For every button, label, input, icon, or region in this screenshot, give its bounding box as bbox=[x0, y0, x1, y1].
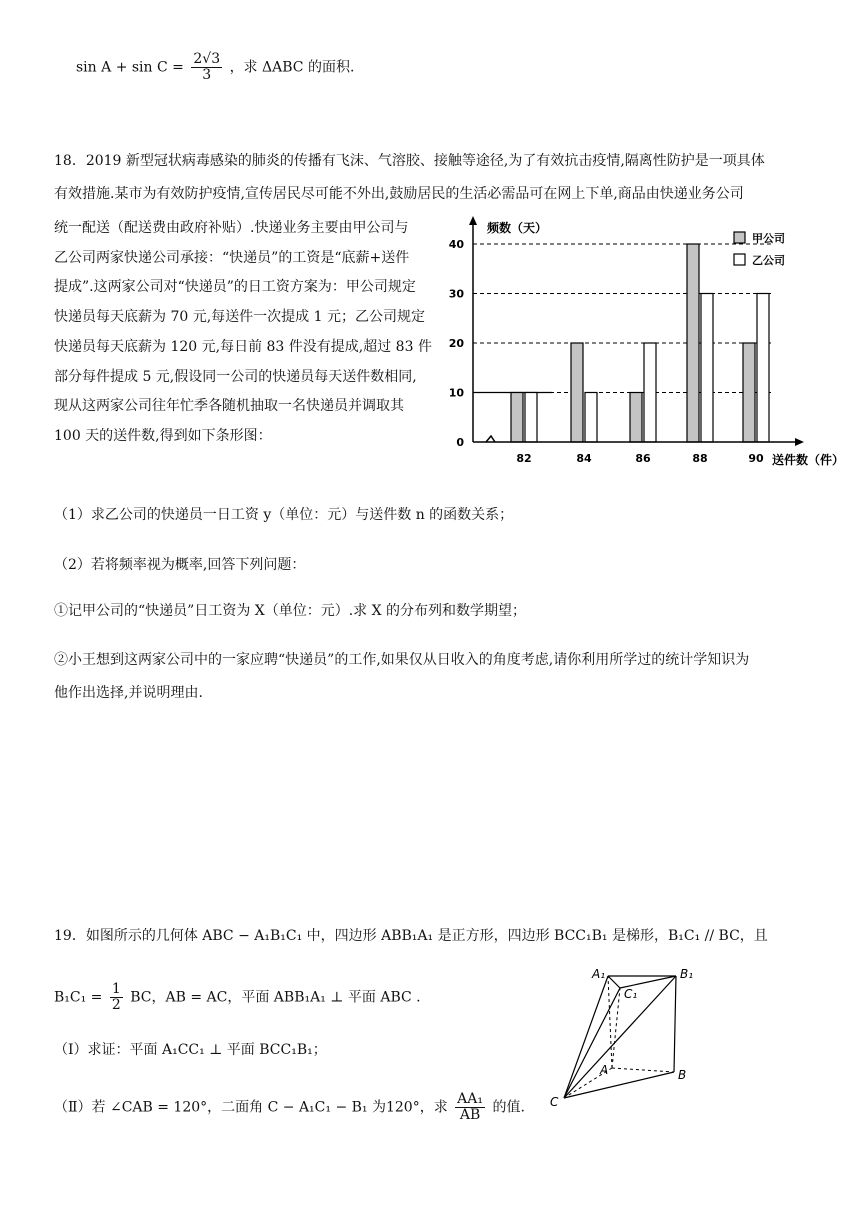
q18-left-line: 乙公司两家快递公司承接：“快递员”的工资是“底薪+送件 bbox=[54, 249, 410, 266]
x-tick-label: 88 bbox=[692, 452, 708, 465]
q19-half-den: 2 bbox=[111, 997, 121, 1013]
chart-tick-labels bbox=[449, 238, 764, 465]
edge-a-a1 bbox=[608, 976, 612, 1068]
label-a: A bbox=[600, 1063, 609, 1077]
q19-half-num: 1 bbox=[111, 981, 121, 997]
y-tick-label: 40 bbox=[448, 238, 464, 251]
q18-left-column bbox=[54, 214, 438, 452]
edge-c-b1 bbox=[564, 976, 676, 1098]
q18-left-line: 现从这两家公司往年忙季各随机抽取一名快递员并调取其 bbox=[54, 398, 404, 415]
y-tick-label: 30 bbox=[448, 287, 464, 301]
chart-gridlines bbox=[473, 244, 772, 393]
bar bbox=[701, 294, 713, 443]
q18-left-line: 提成”.这两家公司对“快递员”的日工资方案为：甲公司规定 bbox=[54, 279, 416, 296]
q17-formula-lhs: sin A + sin C = bbox=[76, 59, 184, 76]
q18-left-line: 快递员每天底薪为 70 元,每送件一次提成 1 元；乙公司规定 bbox=[54, 309, 425, 326]
y-tick-label: 0 bbox=[456, 436, 464, 449]
legend-swatch bbox=[734, 254, 745, 265]
chart-bars bbox=[511, 244, 769, 442]
y-axis-arrow bbox=[469, 216, 477, 225]
q18-left-line: 快递员每天底薪为 120 元,每日前 83 件没有提成,超过 83 件 bbox=[54, 338, 432, 355]
q19-part2-post: 的值. bbox=[492, 1099, 525, 1116]
q18-left-line: 统一配送（配送费由政府补贴）.快递业务主要由甲公司与 bbox=[54, 220, 409, 236]
q19-ratio-den: AB bbox=[459, 1107, 481, 1123]
label-c1: C₁ bbox=[624, 987, 638, 1001]
edge-a1-c1 bbox=[608, 976, 620, 988]
y-tick-label: 10 bbox=[448, 386, 464, 400]
bar bbox=[511, 393, 523, 443]
bar bbox=[571, 343, 583, 442]
q18-left-line: 部分每件提成 5 元,假设同一公司的快递员每天送件数相同, bbox=[54, 368, 417, 385]
q18-line2: 有效措施.某市为有效防护疫情,宣传居民尽可能不外出,鼓励居民的生活必需品可在网上下单,商品由快递业务公司 bbox=[54, 186, 744, 202]
x-tick-label: 82 bbox=[516, 452, 532, 465]
edge-c-c1 bbox=[564, 988, 620, 1098]
geometry-figure bbox=[548, 966, 718, 1109]
q18-part2-2b: 他作出选择,并说明理由. bbox=[54, 685, 203, 701]
edge-c-b bbox=[564, 1072, 674, 1098]
bar bbox=[525, 393, 537, 443]
edge-b1-b bbox=[674, 976, 676, 1072]
q18-part2-2a: ②小王想到这两家公司中的一家应聘“快递员”的工作,如果仅从日收入的角度考虑,请你利用所学过的统计学知识为 bbox=[54, 652, 750, 668]
q17-frac-den: 3 bbox=[202, 67, 212, 83]
q18-part2: （2）若将频率视为概率,回答下列问题： bbox=[54, 557, 306, 573]
edge-c-a1 bbox=[564, 976, 608, 1098]
q18-line1: 18．2019 新型冠状病毒感染的肺炎的传播有飞沫、气溶胶、接触等途径,为了有效抗击疫情,隔离性防护是一项具体 bbox=[54, 153, 765, 169]
q19-line2 bbox=[54, 982, 421, 1013]
q18-part2-1: ①记甲公司的“快递员”日工资为 X（单位：元）.求 X 的分布列和数学期望； bbox=[54, 603, 527, 619]
bar bbox=[687, 244, 699, 442]
q18-left-line: 100 天的送件数,得到如下条形图： bbox=[54, 427, 272, 444]
q19-b1c1: B₁C₁ = bbox=[54, 989, 103, 1006]
legend-label: 甲公司 bbox=[752, 232, 785, 245]
bar-chart bbox=[442, 214, 845, 474]
y-tick-label: 20 bbox=[448, 337, 464, 350]
q18-part1: （1）求乙公司的快递员一日工资 y（单位：元）与送件数 n 的函数关系； bbox=[54, 507, 514, 523]
label-b1: B₁ bbox=[680, 967, 694, 981]
edge-a-c1 bbox=[612, 988, 620, 1068]
q19-part2 bbox=[54, 1092, 525, 1123]
label-c: C bbox=[550, 1095, 559, 1109]
x-tick-label: 90 bbox=[748, 452, 764, 465]
x-axis-arrow bbox=[795, 438, 804, 446]
x-tick-label: 84 bbox=[576, 452, 592, 465]
legend-swatch bbox=[734, 232, 745, 243]
y-axis-label: 频数（天） bbox=[487, 221, 548, 235]
q17-fraction bbox=[191, 52, 222, 83]
q19-ratio-num: AA₁ bbox=[457, 1091, 483, 1107]
q17-text: ，求 ΔABC 的面积. bbox=[229, 59, 355, 76]
x-axis-label: 送件数（件） bbox=[772, 453, 845, 467]
q19-line2-rest: BC，AB = AC，平面 ABB₁A₁ ⊥ 平面 ABC . bbox=[130, 989, 421, 1006]
q19-ratio-fraction bbox=[455, 1092, 485, 1123]
axis-break-mark bbox=[486, 436, 495, 442]
bar bbox=[585, 393, 597, 443]
bar bbox=[757, 294, 769, 443]
q19-part2-pre: （Ⅱ）若 ∠CAB = 120°，二面角 C − A₁C₁ − B₁ 为120°，求 bbox=[54, 1099, 448, 1116]
bar bbox=[644, 343, 656, 442]
bar bbox=[630, 393, 642, 443]
q17-frac-num: 2√3 bbox=[193, 51, 221, 67]
q17-formula-line bbox=[76, 52, 354, 83]
legend-label: 乙公司 bbox=[752, 254, 785, 267]
edge-a-b bbox=[612, 1068, 674, 1072]
label-a1: A₁ bbox=[592, 967, 606, 981]
q19-part1: （Ⅰ）求证：平面 A₁CC₁ ⊥ 平面 BCC₁B₁； bbox=[54, 1042, 327, 1058]
chart-legend bbox=[734, 231, 785, 267]
bar bbox=[743, 343, 755, 442]
q19-line1: 19．如图所示的几何体 ABC − A₁B₁C₁ 中，四边形 ABB₁A₁ 是正方形，四边形 BCC₁B₁ 是梯形，B₁C₁ // BC，且 bbox=[54, 928, 768, 944]
x-tick-label: 86 bbox=[635, 452, 651, 465]
q19-half-fraction bbox=[110, 982, 123, 1013]
label-b: B bbox=[678, 1068, 687, 1082]
